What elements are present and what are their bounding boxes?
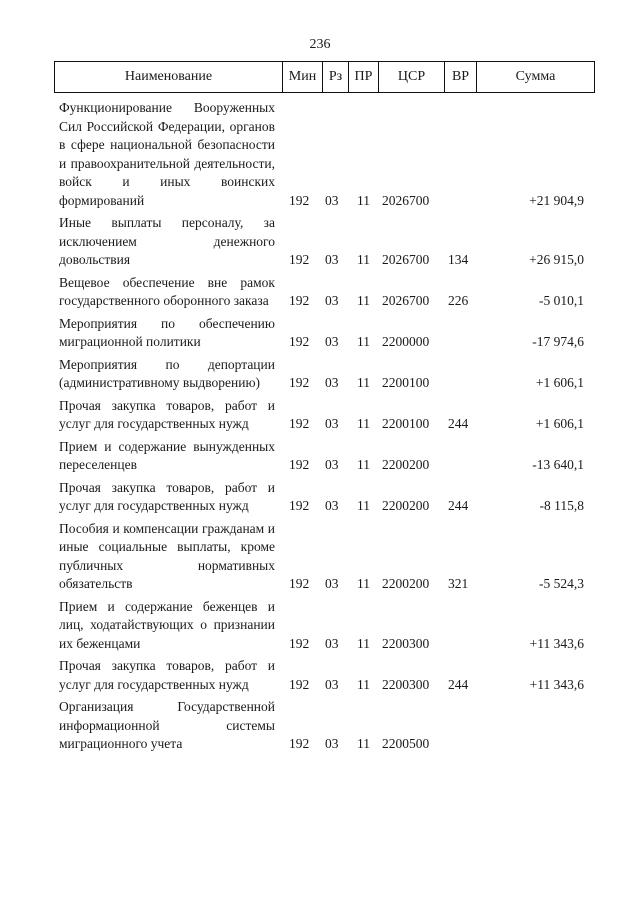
row-pr: 11 bbox=[357, 252, 370, 267]
row-name: Мероприятия по депортации (административному выдворению) bbox=[59, 356, 275, 390]
row-csr: 2026700 bbox=[382, 293, 430, 308]
table-row bbox=[0, 315, 640, 352]
row-csr: 2200300 bbox=[382, 676, 430, 692]
row-min: 192 bbox=[289, 457, 310, 472]
row-rz: 03 bbox=[325, 457, 339, 472]
row-min: 192 bbox=[289, 676, 310, 692]
row-name: Мероприятия по обеспечению миграционной политики bbox=[59, 315, 275, 349]
row-min: 192 bbox=[289, 334, 310, 349]
table-row bbox=[0, 397, 640, 434]
row-sum: -13 640,1 bbox=[532, 457, 584, 472]
row-pr: 11 bbox=[357, 498, 370, 513]
row-pr: 11 bbox=[357, 375, 370, 390]
row-csr: 2200200 bbox=[382, 457, 430, 472]
row-pr: 11 bbox=[357, 576, 370, 591]
row-vr: 244 bbox=[448, 416, 469, 431]
row-sum: -5 524,3 bbox=[539, 576, 584, 591]
row-rz: 03 bbox=[325, 375, 339, 390]
header-rz: Рз bbox=[323, 62, 349, 92]
row-min: 192 bbox=[289, 576, 310, 591]
row-min: 192 bbox=[289, 736, 310, 751]
row-min: 192 bbox=[289, 635, 310, 651]
table-row bbox=[0, 520, 640, 594]
table-header bbox=[54, 61, 595, 93]
header-min: Мин bbox=[283, 62, 323, 92]
row-rz: 03 bbox=[325, 676, 339, 692]
table-row bbox=[0, 438, 640, 475]
table-body bbox=[0, 99, 640, 758]
row-pr: 11 bbox=[357, 736, 370, 751]
row-csr: 2200100 bbox=[382, 416, 430, 431]
row-vr: 244 bbox=[448, 498, 469, 513]
row-min: 192 bbox=[289, 252, 310, 267]
row-name: Прием и содержание вынужденных переселенцев bbox=[59, 438, 275, 472]
header-pr: ПР bbox=[349, 62, 379, 92]
row-csr: 2200200 bbox=[382, 498, 430, 513]
row-rz: 03 bbox=[325, 192, 339, 208]
row-min: 192 bbox=[289, 192, 310, 208]
row-name: Пособия и компенсации гражданам и иные социальные выплаты, кроме публичных нормативных обязательств bbox=[59, 520, 275, 591]
row-sum: -17 974,6 bbox=[532, 334, 584, 349]
row-name: Вещевое обеспечение вне рамок государственного оборонного заказа bbox=[59, 274, 275, 308]
header-csr: ЦСР bbox=[379, 62, 445, 92]
row-rz: 03 bbox=[325, 576, 339, 591]
row-pr: 11 bbox=[357, 635, 370, 651]
row-name: Прочая закупка товаров, работ и услуг для государственных нужд bbox=[59, 397, 275, 431]
row-sum: -5 010,1 bbox=[539, 293, 584, 308]
row-rz: 03 bbox=[325, 252, 339, 267]
row-pr: 11 bbox=[357, 334, 370, 349]
row-csr: 2200100 bbox=[382, 375, 430, 390]
row-pr: 11 bbox=[357, 192, 370, 208]
row-name: Функционирование Вооруженных Сил Российской Федерации, органов в сфере национальной безопасности и правоохранительной деятельности, войск и иных воинских формирований bbox=[59, 100, 275, 208]
row-vr: 321 bbox=[448, 576, 469, 591]
table-row bbox=[0, 598, 640, 654]
row-csr: 2026700 bbox=[382, 252, 430, 267]
table-row bbox=[0, 274, 640, 311]
row-pr: 11 bbox=[357, 293, 370, 308]
row-sum: +21 904,9 bbox=[529, 192, 584, 208]
row-min: 192 bbox=[289, 498, 310, 513]
row-min: 192 bbox=[289, 416, 310, 431]
row-vr: 244 bbox=[448, 676, 469, 692]
table-row bbox=[0, 214, 640, 270]
row-name: Прочая закупка товаров, работ и услуг для государственных нужд bbox=[59, 479, 275, 513]
row-vr: 134 bbox=[448, 252, 469, 267]
header-vr: ВР bbox=[445, 62, 477, 92]
row-min: 192 bbox=[289, 293, 310, 308]
row-name: Организация Государственной информационной системы миграционного учета bbox=[59, 699, 275, 751]
row-name: Прочая закупка товаров, работ и услуг для государственных нужд bbox=[59, 658, 275, 692]
table-row bbox=[0, 479, 640, 516]
row-name: Иные выплаты персоналу, за исключением денежного довольствия bbox=[59, 215, 275, 267]
row-sum: +1 606,1 bbox=[535, 375, 584, 390]
row-min: 192 bbox=[289, 375, 310, 390]
row-csr: 2200000 bbox=[382, 334, 430, 349]
row-csr: 2200300 bbox=[382, 635, 430, 651]
row-rz: 03 bbox=[325, 416, 339, 431]
row-rz: 03 bbox=[325, 736, 339, 751]
row-sum: +11 343,6 bbox=[529, 676, 584, 692]
row-name: Прием и содержание беженцев и лиц, ходатайствующих о признании их беженцами bbox=[59, 598, 275, 651]
row-pr: 11 bbox=[357, 676, 370, 692]
row-csr: 2200500 bbox=[382, 736, 430, 751]
row-rz: 03 bbox=[325, 334, 339, 349]
row-pr: 11 bbox=[357, 457, 370, 472]
table-row bbox=[0, 698, 640, 754]
page-number: 236 bbox=[309, 37, 331, 52]
table-row bbox=[0, 356, 640, 393]
row-sum: +26 915,0 bbox=[529, 252, 584, 267]
row-pr: 11 bbox=[357, 416, 370, 431]
row-rz: 03 bbox=[325, 635, 339, 651]
row-csr: 2026700 bbox=[382, 192, 430, 208]
header-name: Наименование bbox=[55, 62, 283, 92]
row-sum: -8 115,8 bbox=[539, 498, 584, 513]
row-rz: 03 bbox=[325, 498, 339, 513]
row-sum: +11 343,6 bbox=[529, 635, 584, 651]
header-sum: Сумма bbox=[515, 69, 556, 84]
row-sum: +1 606,1 bbox=[535, 416, 584, 431]
row-vr: 226 bbox=[448, 293, 469, 308]
row-rz: 03 bbox=[325, 293, 339, 308]
table-row bbox=[0, 657, 640, 694]
row-csr: 2200200 bbox=[382, 576, 430, 591]
table-row bbox=[0, 99, 640, 210]
